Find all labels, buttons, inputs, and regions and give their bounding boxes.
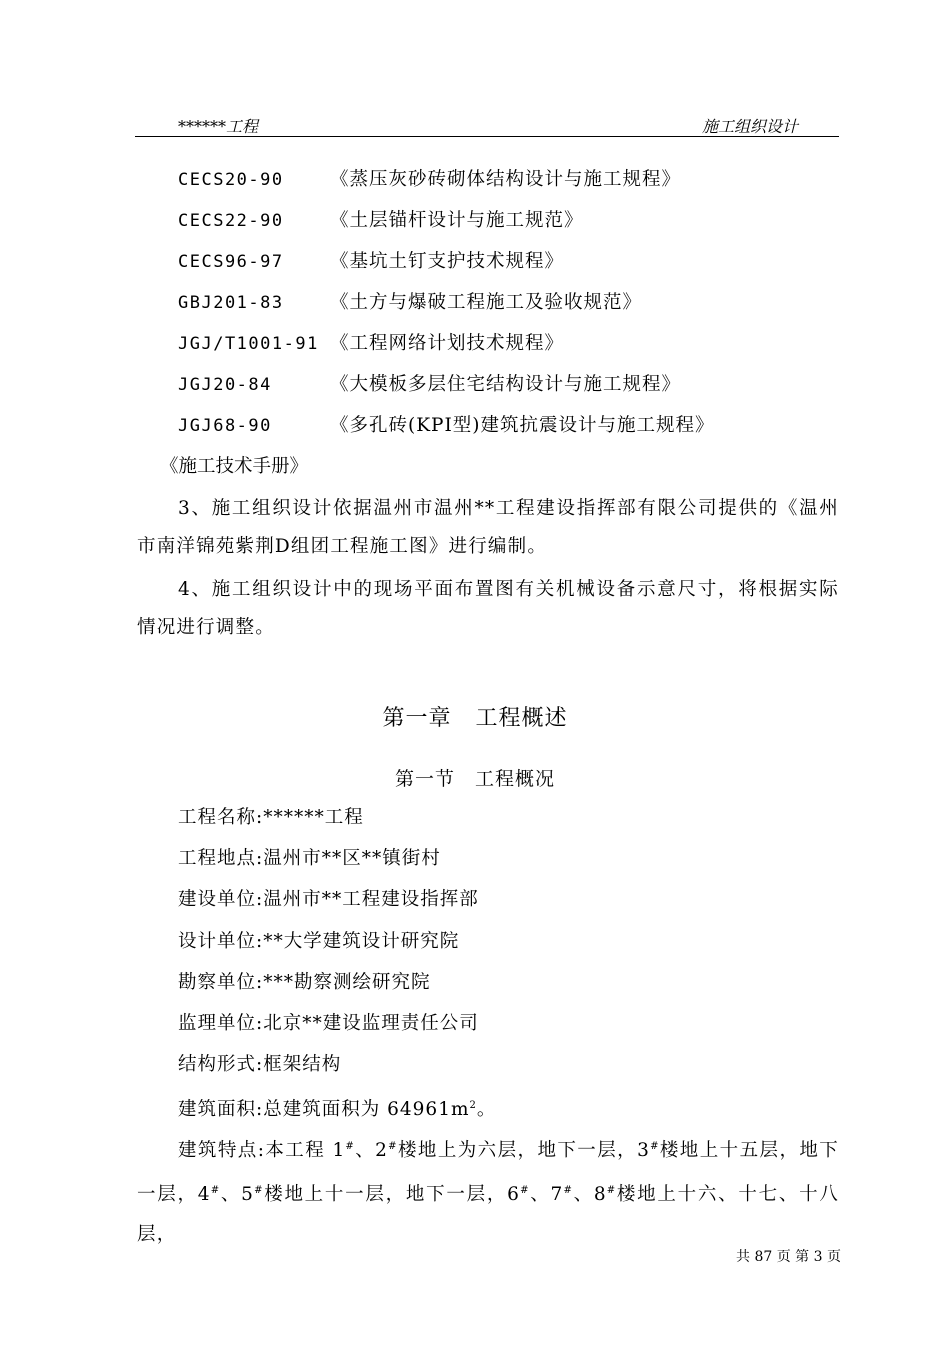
- standard-title: 《土层锚杆设计与施工规范》: [330, 210, 584, 231]
- section-number: 第一节: [394, 768, 455, 790]
- info-designer: 设计单位:**大学建筑设计研究院: [178, 931, 460, 952]
- standard-title: 《大模板多层住宅结构设计与施工规程》: [330, 374, 682, 395]
- feature-text: 楼地上十五层，地下一层，4: [137, 1140, 839, 1205]
- page-footer: 共 87 页 第 3 页: [736, 1249, 841, 1265]
- info-structure: 结构形式:框架结构: [178, 1054, 342, 1075]
- info-project-location: 工程地点:温州市**区**镇街村: [178, 848, 441, 869]
- feature-text: 、5: [220, 1184, 255, 1205]
- feature-text: 、2: [355, 1140, 389, 1161]
- number-mark: #: [345, 1141, 356, 1152]
- feature-text: 楼地上十六、十七、十八层，: [137, 1184, 840, 1245]
- standard-title: 《基坑土钉支护技术规程》: [330, 251, 565, 272]
- chapter-title: 工程概述: [475, 706, 568, 731]
- header-project-name: ******工程: [178, 117, 259, 136]
- info-client: 建设单位:温州市**工程建设指挥部: [178, 889, 479, 910]
- number-mark: #: [388, 1141, 398, 1152]
- info-building-area: [178, 1093, 496, 1119]
- paragraph-3: 3、施工组织设计依据温州市温州**工程建设指挥部有限公司提供的《温州市南洋锦苑紫荆D组团工程施工图》进行编制。: [137, 498, 839, 557]
- chapter-number: 第一章: [382, 706, 452, 731]
- section-heading: [0, 764, 950, 791]
- feature-text: 楼地上为六层，地下一层，3: [397, 1140, 651, 1161]
- feature-text: 建筑特点:本工程 1: [178, 1140, 346, 1161]
- header-doc-title: 施工组织设计: [702, 117, 799, 136]
- standard-title: 《工程网络计划技术规程》: [330, 333, 565, 354]
- standard-code: JGJ20-84: [178, 375, 272, 395]
- number-mark: #: [606, 1185, 617, 1196]
- paragraph-4: 4、施工组织设计中的现场平面布置图有关机械设备示意尺寸，将根据实际情况进行调整。: [137, 579, 839, 638]
- standard-title: 《土方与爆破工程施工及验收规范》: [330, 292, 643, 313]
- number-mark: #: [210, 1185, 221, 1196]
- info-supervisor: 监理单位:北京**建设监理责任公司: [178, 1013, 479, 1034]
- area-superscript: 2: [469, 1100, 477, 1111]
- header-rule: [135, 136, 839, 137]
- area-end: 。: [476, 1099, 497, 1120]
- section-title: 工程概况: [475, 768, 556, 790]
- standard-code: CECS96-97: [178, 252, 284, 272]
- area-text: 建筑面积:总建筑面积为 64961m: [178, 1099, 470, 1120]
- standard-title: 《蒸压灰砂砖砌体结构设计与施工规程》: [330, 169, 682, 190]
- building-features: [137, 1127, 839, 1255]
- standard-code: GBJ201-83: [178, 293, 284, 313]
- feature-text: 、7: [529, 1184, 564, 1205]
- standard-code: JGJ68-90: [178, 416, 272, 436]
- info-surveyor: 勘察单位:***勘察测绘研究院: [178, 972, 431, 993]
- chapter-heading: [0, 701, 950, 732]
- number-mark: #: [254, 1185, 264, 1196]
- info-project-name: 工程名称:******工程: [178, 807, 364, 828]
- standard-title: 《多孔砖(KPI型)建筑抗震设计与施工规程》: [330, 415, 715, 436]
- standard-code: JGJ/T1001-91: [178, 334, 319, 354]
- number-mark: #: [650, 1141, 660, 1152]
- standard-code: CECS20-90: [178, 170, 284, 190]
- manual-reference: 《施工技术手册》: [160, 456, 309, 477]
- number-mark: #: [520, 1185, 530, 1196]
- standard-code: CECS22-90: [178, 211, 284, 231]
- number-mark: #: [563, 1185, 574, 1196]
- feature-text: 、8: [573, 1184, 607, 1205]
- feature-text: 楼地上十一层，地下一层，6: [263, 1184, 521, 1205]
